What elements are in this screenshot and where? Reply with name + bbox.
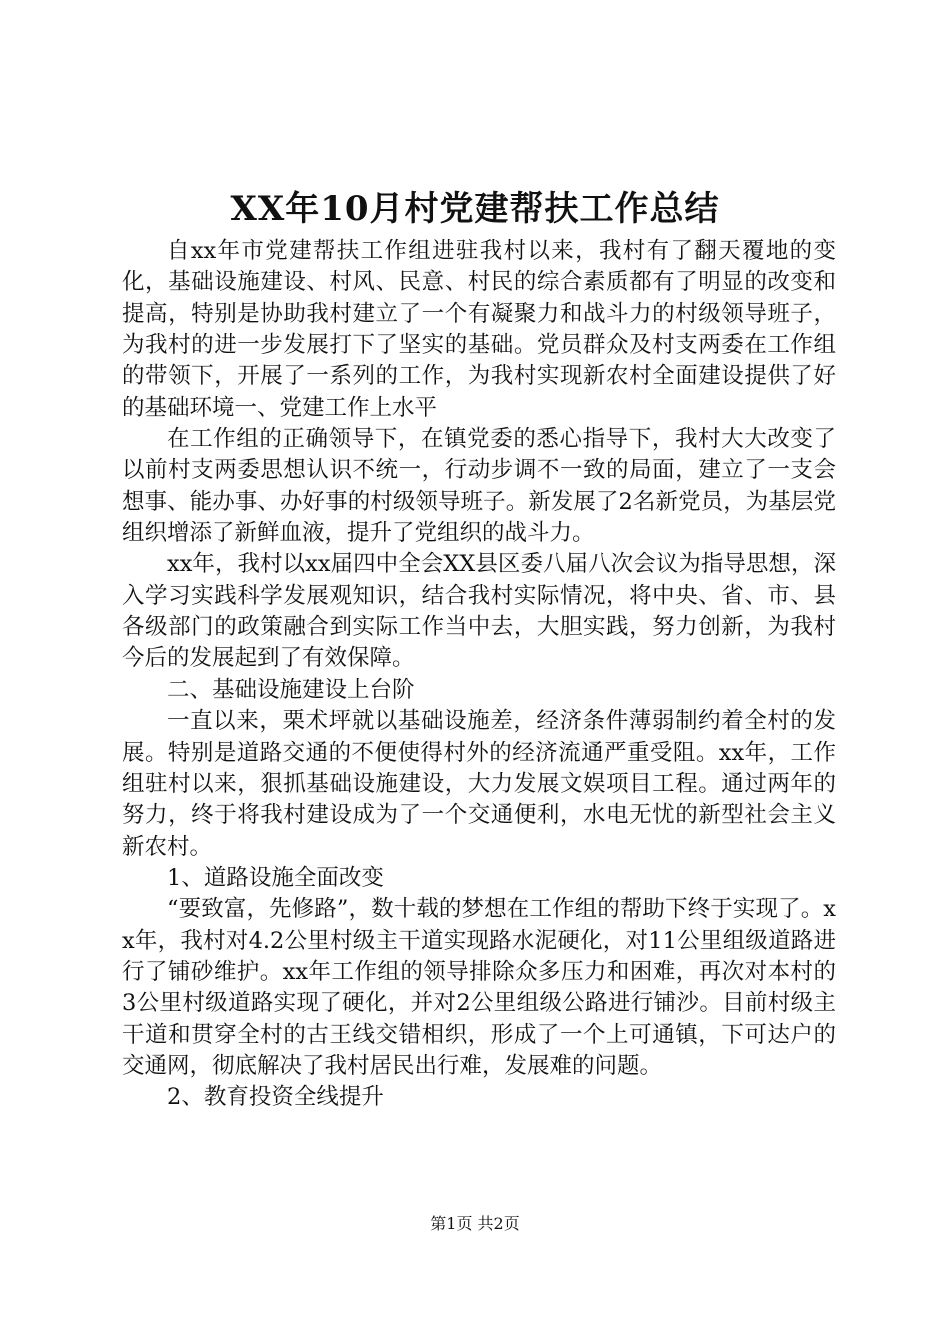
subsection-heading-education: 2、教育投资全线提升	[167, 1084, 384, 1111]
subsection-heading-roads: 1、道路设施全面改变	[167, 864, 384, 891]
document-title: XX年10月村党建帮扶工作总结	[230, 189, 720, 229]
paragraph-guidance: xx年，我村以xx届四中全会XX县区委八届八次会议为指导思想，深入学习实践科学发展观知识，结合我村实际情况，将中央、省、市、县各级部门的政策融合到实际工作当中去，大胆实践，努力创新，为我村今后的发展起到了有效保障。	[122, 551, 836, 672]
paragraph-roads: “要致富，先修路”，数十载的梦想在工作组的帮助下终于实现了。xx年，我村对4.2公里村级主干道实现路水泥硬化，对11公里组级道路进行了铺砂维护。xx年工作组的领导排除众多压力和困难，再次对本村的3公里村级道路实现了硬化，并对2公里组级公路进行铺沙。目前村级主干道和贯穿全村的古王线交错相织，形成了一个上可通镇，下可达户的交通网，彻底解决了我村居民出行难，发展难的问题。	[122, 896, 836, 1079]
page-number-footer: 第1页 共2页	[430, 1214, 520, 1233]
paragraph-infrastructure: 一直以来，栗术坪就以基础设施差，经济条件薄弱制约着全村的发展。特别是道路交通的不便使得村外的经济流通严重受阻。xx年，工作组驻村以来，狠抓基础设施建设，大力发展文娱项目工程。通过两年的努力，终于将我村建设成为了一个交通便利，水电无忧的新型社会主义新农村。	[122, 708, 836, 860]
paragraph-leadership: 在工作组的正确领导下，在镇党委的悉心指导下，我村大大改变了以前村支两委思想认识不统一，行动步调不一致的局面，建立了一支会想事、能办事、办好事的村级领导班子。新发展了2名新党员，为基层党组织增添了新鲜血液，提升了党组织的战斗力。	[122, 426, 836, 547]
section-heading-infrastructure: 二、基础设施建设上台阶	[167, 676, 415, 703]
document-body	[122, 236, 836, 1114]
paragraph-intro: 自xx年市党建帮扶工作组进驻我村以来，我村有了翻天覆地的变化，基础设施建设、村风、民意、村民的综合素质都有了明显的改变和提高，特别是协助我村建立了一个有凝聚力和战斗力的村级领导班子，为我村的进一步发展打下了坚实的基础。党员群众及村支两委在工作组的带领下，开展了一系列的工作，为我村实现新农村全面建设提供了好的基础环境一、党建工作上水平	[122, 238, 836, 421]
